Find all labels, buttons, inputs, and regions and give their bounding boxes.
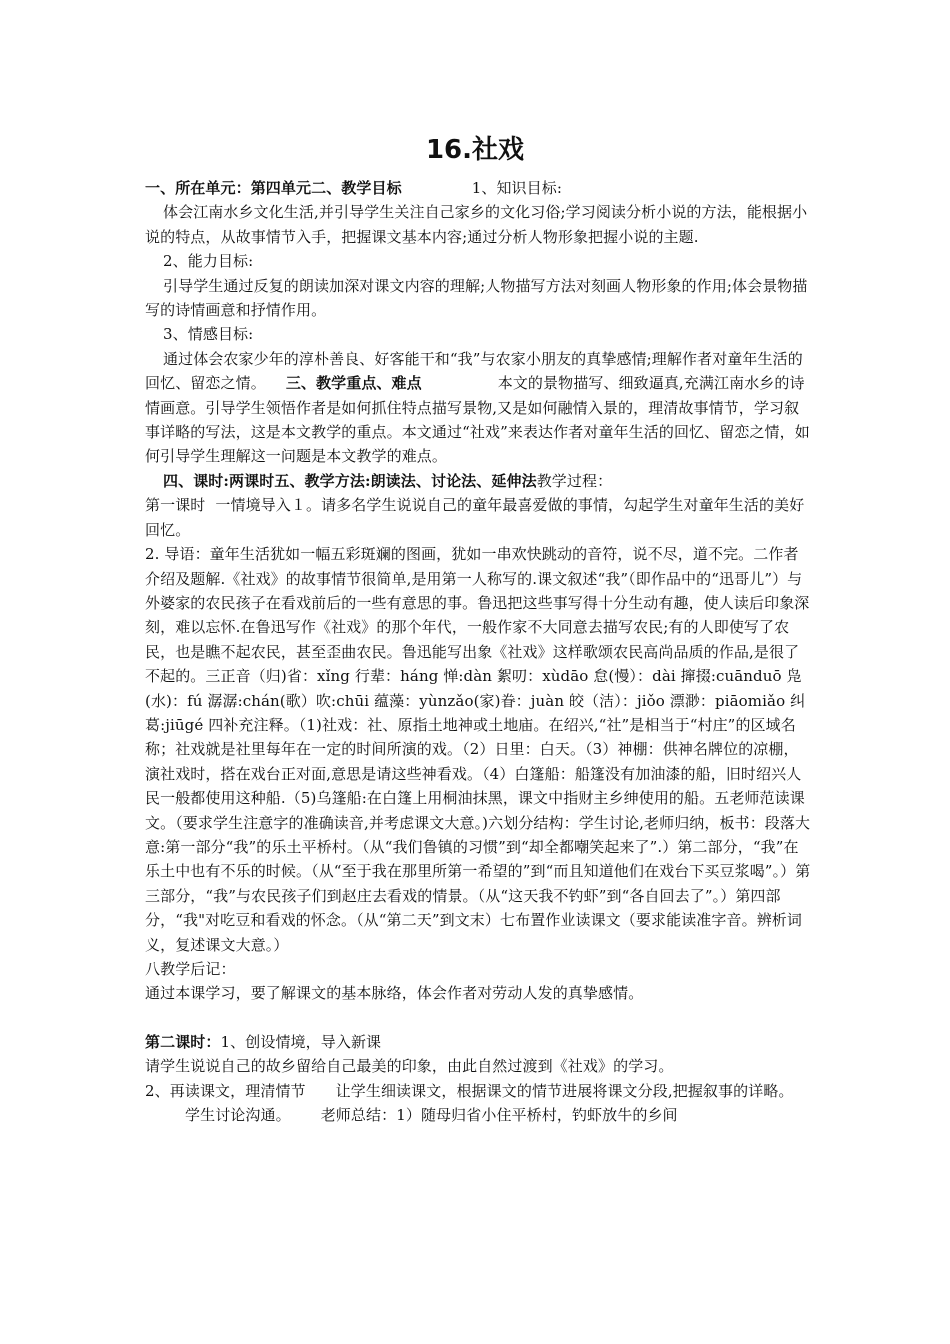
lesson-heading-text: 1、创设情境，导入新课 bbox=[220, 1032, 382, 1051]
document-body bbox=[145, 176, 813, 1127]
paragraph-text: 本文的景物描写、细致逼真,充满江南水乡的诗情画意。引导学生领悟作者是如何抓住特点描写景物,又是如何融情入景的，理清故事情节，学习叙事详略的写法，这是本文教学的重点。本文通过“社戏”来表达作者对童年生活的回忆、留恋之情，如何引导学生理解这一问题是本文教学的难点。 bbox=[145, 374, 810, 466]
paragraph-text: 一情境导入１。请多名学生说说自己的童年最喜爱做的事情，勾起学生对童年生活的美好回忆。 bbox=[145, 496, 805, 539]
paragraph bbox=[145, 347, 813, 469]
lesson-label: 第二课时： bbox=[145, 1032, 221, 1051]
paragraph bbox=[145, 1079, 813, 1128]
page-title: 16.社戏 bbox=[425, 135, 525, 165]
lesson-1-intro bbox=[145, 493, 813, 542]
lesson-label: 第一课时 bbox=[145, 496, 206, 515]
paragraph: 通过本课学习，要了解课文的基本脉络，体会作者对劳动人发的真挚感情。 bbox=[145, 984, 644, 1003]
paragraph-text: 2、再读课文，理清情节 bbox=[145, 1081, 306, 1100]
paragraph-text: 让学生细读课文，根据课文的情节进展将课文分段,把握叙事的详略。 bbox=[335, 1081, 794, 1100]
paragraph: 体会江南水乡文化生活,并引导学生关注自己家乡的文化习俗;学习阅读分析小说的方法，能根据小说的特点，从故事情节入手，把握课文基本内容;通过分析人物形象把握小说的主题. bbox=[145, 203, 808, 246]
goal-heading: 1、知识目标: bbox=[471, 179, 563, 197]
paragraph-text: 学生讨论沟通。 bbox=[185, 1106, 291, 1125]
paragraph-text: 老师总结：1）随母归省小住平桥村，钓虾放牛的乡间 bbox=[320, 1106, 678, 1125]
lesson-2-heading bbox=[145, 1030, 813, 1054]
section-tail: 教学过程： bbox=[536, 471, 613, 490]
paragraph: 请学生说说自己的故乡留给自己最美的印象，由此自然过渡到《社戏》的学习。 bbox=[145, 1057, 674, 1076]
paragraph: 2. 导语：童年生活犹如一幅五彩斑斓的图画，犹如一串欢快跳动的音符，说不尽，道不完。二作者介绍及题解.《社戏》的故事情节很简单,是用第一人称写的.课文叙述“我”（即作品中的“迅哥儿”）与外婆家的农民孩子在看戏前后的一些有意思的事。鲁迅把这些事写得十分生动有趣，使人读后印象深刻，难以忘怀.在鲁迅写作《社戏》的那个年代，一般作家不大同意去描写农民;有的人即使写了农民，也是瞧不起农民，甚至歪曲农民。鲁迅能写出象《社戏》这样歌颂农民高尚品质的作品,是很了不起的。三正音（归)省：xǐng 行辈：háng 惮:dàn 絮叨：xùdāo 怠(慢）：dài 撺掇:cuānduō 凫(水)：fú 潺潺:chán(歌）吹:chūi 蕴藻：yùnzǎo(家)眷：juàn 皎（洁）：jiǒo 漂渺：piāomiǎo 纠葛:jiūgé 四补充注释。（1)社戏：社、原指土地神或土地庙。在绍兴,“社”是相当于“村庄”的区域名称；社戏就是社里每年在一定的时间所演的戏。（2）日里：白天。（3）神棚：供神名牌位的凉棚，演社戏时，搭在戏台正对面,意思是请这些神看戏。（4）白篷船：船篷没有加油漆的船，旧时绍兴人民一般都使用这种船.（5)乌篷船:在白篷上用桐油抹黑，课文中指财主乡绅使用的船。五老师范读课文。（要求学生注意字的准确读音,并考虑课文大意。)六划分结构：学生讨论,老师归纳，板书：段落大意:第一部分“我”的乐土平桥村。（从“我们鲁镇的习惯”到“却全都嘲笑起来了”.）第二部分，“我”在乐土中也有不乐的时候。（从“至于我在那里所第一希望的”到“而且知道他们在戏台下买豆浆喝”。）第三部分，“我”与农民孩子们到赵庄去看戏的情景。（从“这天我不钓虾”到“各自回去了”。）第四部分，“我"对吃豆和看戏的怀念。（从“第二天”到文末）七布置作业读课文（要求能读准字音。辨析词义，复述课文大意。） bbox=[145, 545, 811, 954]
goal-heading: 2、能力目标: bbox=[163, 252, 254, 271]
section-1-line bbox=[145, 176, 813, 200]
section-heading: 三、教学重点、难点 bbox=[285, 374, 422, 393]
paragraph-text: 通过体会农家少年的淳朴善良、好客能干和“我”与农家小朋友的真挚感情;理解作者对童年生活的回忆、留恋之情。 bbox=[145, 349, 803, 393]
section-4-line bbox=[145, 469, 813, 493]
postscript-heading: 八教学后记： bbox=[145, 960, 236, 978]
section-heading: 四、课时:两课时五、教学方法:朗读法、讨论法、延伸法 bbox=[163, 471, 537, 490]
section-heading: 一、所在单元：第四单元二、教学目标 bbox=[145, 179, 402, 197]
goal-heading: 3、情感目标: bbox=[163, 325, 254, 344]
paragraph: 引导学生通过反复的朗读加深对课文内容的理解;人物描写方法对刻画人物形象的作用;体会景物描写的诗情画意和抒情作用。 bbox=[145, 276, 808, 320]
